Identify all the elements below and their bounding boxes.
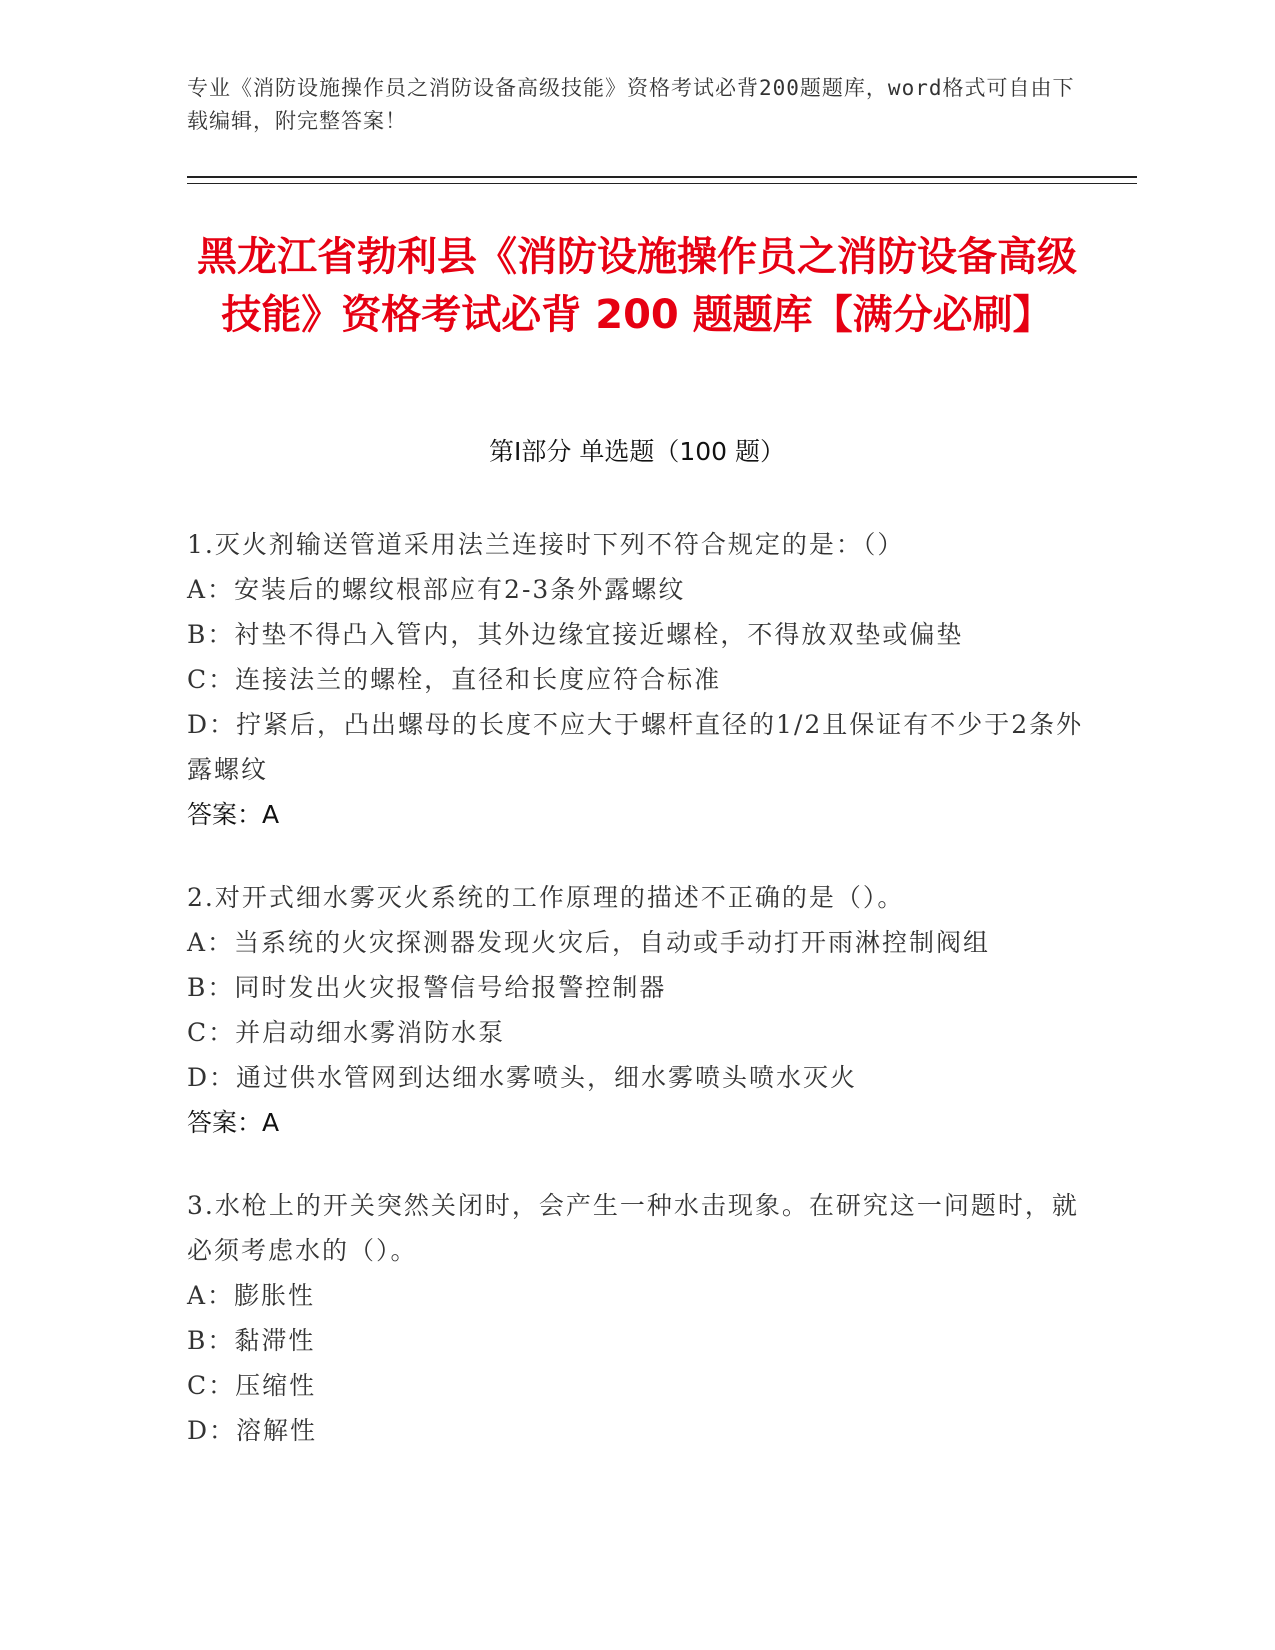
section-heading: 第Ⅰ部分 单选题（100 题） [489, 437, 785, 466]
option-c: C：连接法兰的螺栓，直径和长度应符合标准 [187, 665, 722, 694]
header-rule-thin [187, 183, 1137, 184]
option-a: A：膨胀性 [187, 1281, 316, 1310]
option-d: D：溶解性 [187, 1416, 318, 1445]
question-list [187, 522, 1087, 1491]
document-title: 黑龙江省勃利县《消防设施操作员之消防设备高级技能》资格考试必背 200 题题库【满分必刷】 [197, 234, 1077, 338]
option-c: C：压缩性 [187, 1371, 317, 1400]
option-a: A：安装后的螺纹根部应有2-3条外露螺纹 [187, 575, 686, 604]
question-stem: 2.对开式细水雾灭火系统的工作原理的描述不正确的是（）。 [187, 883, 905, 912]
question-3 [187, 1183, 1087, 1453]
question-1 [187, 522, 1087, 837]
option-b: B：同时发出火灾报警信号给报警控制器 [187, 973, 667, 1002]
option-c: C：并启动细水雾消防水泵 [187, 1018, 506, 1047]
header-note: 专业《消防设施操作员之消防设备高级技能》资格考试必背200题题库，word格式可自由下载编辑，附完整答案！ [187, 76, 1075, 133]
option-a: A：当系统的火灾探测器发现火灾后，自动或手动打开雨淋控制阀组 [187, 928, 991, 957]
option-b: B：衬垫不得凸入管内，其外边缘宜接近螺栓，不得放双垫或偏垫 [187, 620, 964, 649]
answer: 答案：A [187, 800, 280, 829]
question-2 [187, 875, 1087, 1145]
question-stem: 1.灭火剂输送管道采用法兰连接时下列不符合规定的是：（） [187, 530, 905, 559]
header-rule-thick [187, 176, 1137, 178]
option-d: D：拧紧后，凸出螺母的长度不应大于螺杆直径的1/2且保证有不少于2条外露螺纹 [187, 710, 1084, 784]
answer: 答案：A [187, 1108, 280, 1137]
option-b: B：黏滞性 [187, 1326, 316, 1355]
question-stem: 3.水枪上的开关突然关闭时，会产生一种水击现象。在研究这一问题时，就必须考虑水的（）。 [187, 1191, 1079, 1265]
option-d: D：通过供水管网到达细水雾喷头，细水雾喷头喷水灭火 [187, 1063, 858, 1092]
